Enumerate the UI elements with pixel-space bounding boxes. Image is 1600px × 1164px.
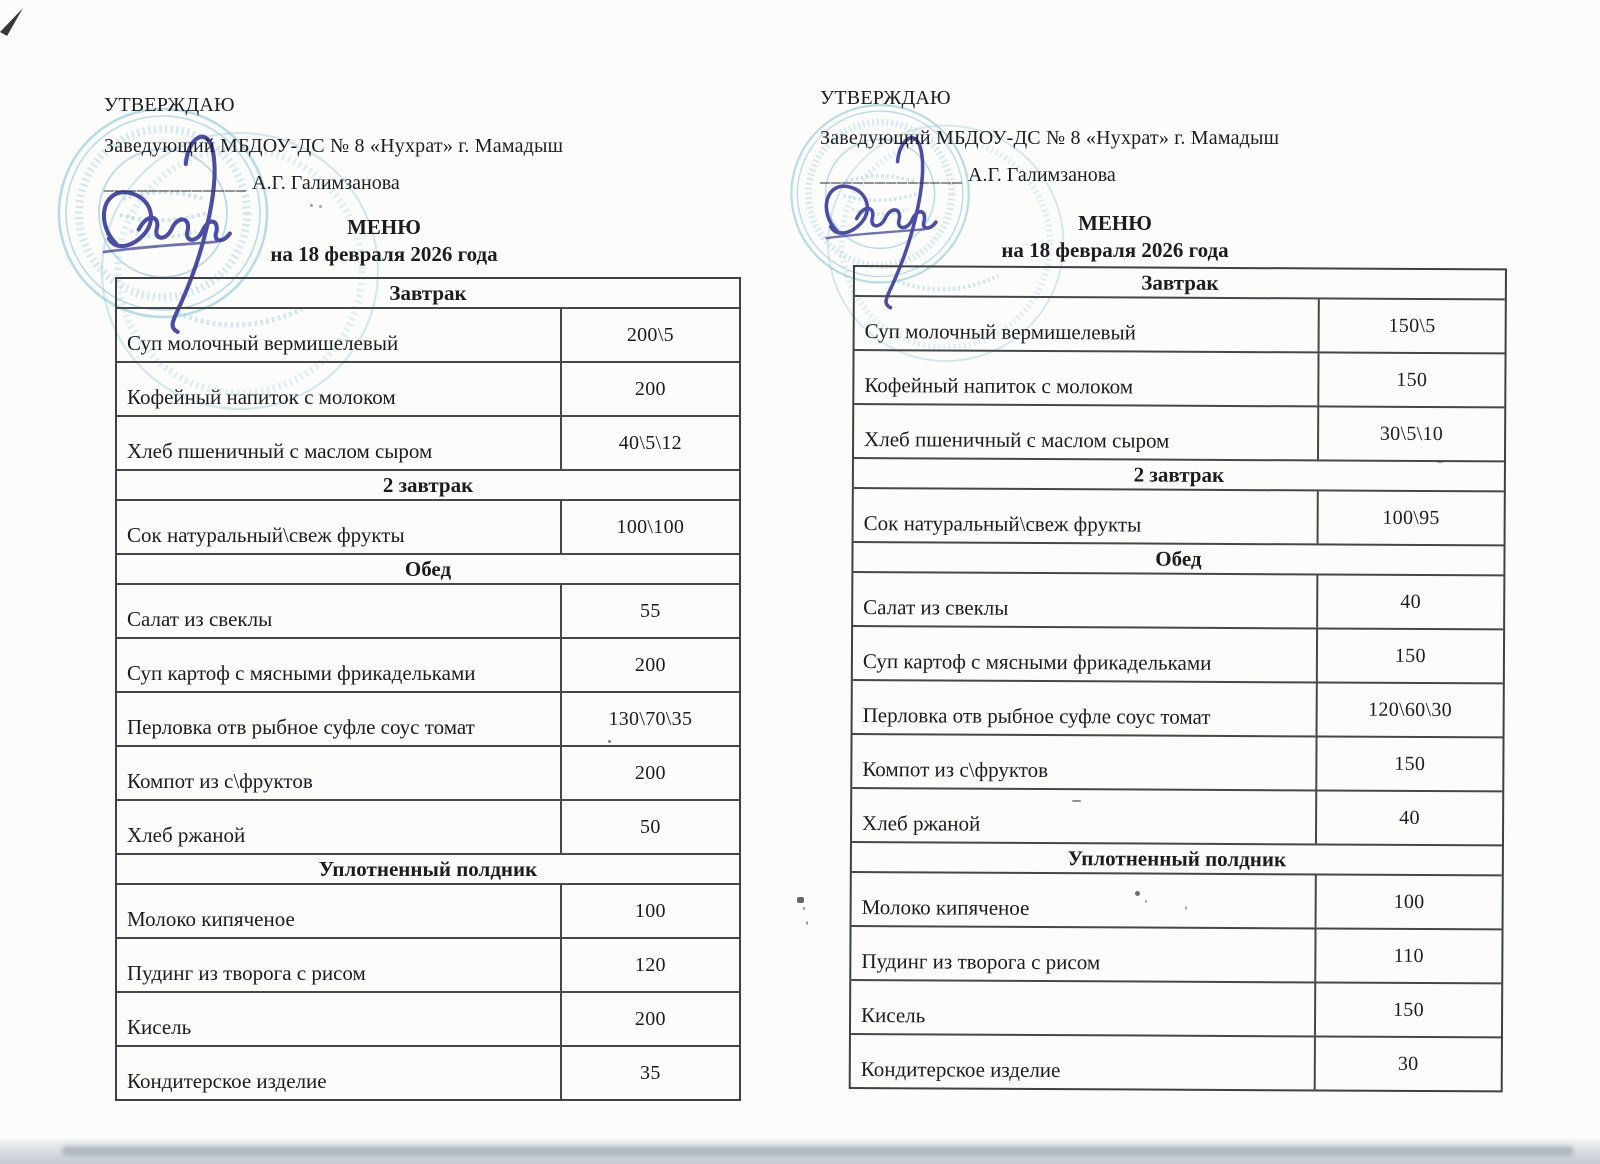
scan-speck bbox=[1072, 800, 1081, 802]
portion-amount: 100\100 bbox=[616, 515, 685, 538]
scan-speck bbox=[310, 204, 313, 207]
approve-label: УТВЕРЖДАЮ bbox=[104, 94, 235, 116]
dish-name: Сок натуральный\свеж фрукты bbox=[854, 489, 1319, 543]
signature-row bbox=[820, 164, 1116, 187]
portion-amount: 120 bbox=[634, 953, 666, 976]
portion-amount: 150 bbox=[1396, 368, 1428, 391]
section-header: Уплотненный полдник bbox=[852, 841, 1502, 874]
section-header: Обед bbox=[853, 541, 1503, 574]
portion-amount: 200\5 bbox=[626, 323, 674, 346]
dish-name: Пудинг из творога с рисом bbox=[117, 939, 562, 991]
portion-amount: 150 bbox=[1392, 998, 1424, 1021]
portion-amount: 120\60\30 bbox=[1368, 698, 1453, 721]
dish-name: Суп молочный вермишелевый bbox=[117, 309, 562, 361]
dish-name: Кисель bbox=[117, 993, 562, 1045]
dish-name: Перловка отв рыбное суфле соус томат bbox=[853, 681, 1318, 735]
portion-amount: 150 bbox=[1394, 752, 1426, 775]
scan-speck bbox=[608, 740, 611, 743]
dish-name: Компот из с\фруктов bbox=[117, 747, 562, 799]
section-header: Завтрак bbox=[1141, 270, 1219, 295]
institution-line: Заведующий МБДОУ-ДС № 8 «Нухрат» г. Мамадыш bbox=[820, 127, 1280, 149]
dish-name: Пудинг из творога с рисом bbox=[851, 927, 1316, 981]
dish-name: Перловка отв рыбное суфле соус томат bbox=[117, 693, 562, 745]
dish-row bbox=[854, 487, 1504, 544]
portion-amount: 100\95 bbox=[1382, 506, 1440, 529]
dish-name: Хлеб пшеничный с маслом сыром bbox=[854, 405, 1319, 459]
dish-name: Кофейный напиток с молоком bbox=[117, 363, 562, 415]
signature-blank-line: _____________ bbox=[820, 164, 963, 186]
scan-speck bbox=[803, 907, 805, 910]
section-header: Обед bbox=[117, 553, 739, 583]
section-header: Уплотненный полдник bbox=[117, 853, 739, 883]
signature-blank-line: _____________ bbox=[104, 172, 247, 194]
portion-amount: 100 bbox=[1393, 890, 1425, 913]
dish-name: Компот из с\фруктов bbox=[852, 735, 1317, 789]
dish-row bbox=[851, 925, 1501, 982]
scan-speck bbox=[1185, 906, 1187, 910]
dish-row bbox=[853, 571, 1503, 628]
menu-table bbox=[849, 265, 1507, 1092]
dish-row bbox=[852, 733, 1502, 790]
approve-label: УТВЕРЖДАЮ bbox=[820, 87, 951, 109]
signer-name: А.Г. Галимзанова bbox=[968, 164, 1116, 186]
scan-speck bbox=[1145, 900, 1147, 903]
scan-speck bbox=[319, 205, 322, 208]
dish-name: Суп молочный вермишелевый bbox=[855, 297, 1320, 351]
dish-row bbox=[853, 679, 1503, 736]
signer-name: А.Г. Галимзанова bbox=[252, 172, 400, 194]
menu-title: МЕНЮ bbox=[347, 215, 421, 239]
section-header: 2 завтрак bbox=[117, 469, 739, 499]
dish-name: Кисель bbox=[851, 981, 1316, 1035]
dish-name: Сок натуральный\свеж фрукты bbox=[117, 501, 562, 553]
dish-name: Молоко кипяченое bbox=[117, 885, 562, 937]
dish-name: Салат из свеклы bbox=[853, 573, 1318, 627]
scan-speck bbox=[1437, 461, 1443, 463]
portion-amount: 150 bbox=[1394, 644, 1426, 667]
section-header: 2 завтрак bbox=[854, 457, 1504, 490]
dish-name: Суп картоф с мясными фрикадельками bbox=[853, 627, 1318, 681]
portion-amount: 40\5\12 bbox=[618, 431, 682, 454]
portion-amount: 40 bbox=[1399, 806, 1420, 829]
scan-bottom-shadow bbox=[62, 1146, 1574, 1156]
dish-row bbox=[855, 295, 1505, 352]
dish-row bbox=[851, 1033, 1501, 1090]
dish-name: Салат из свеклы bbox=[117, 585, 562, 637]
scan-speck bbox=[806, 921, 808, 925]
portion-amount: 100 bbox=[634, 899, 666, 922]
dish-name: Хлеб пшеничный с маслом сыром bbox=[117, 417, 562, 469]
dish-name: Кондитерское изделие bbox=[851, 1035, 1316, 1089]
portion-amount: 30\5\10 bbox=[1379, 422, 1444, 445]
portion-amount: 30 bbox=[1397, 1052, 1419, 1075]
institution-line: Заведующий МБДОУ-ДС № 8 «Нухрат» г. Мамадыш bbox=[104, 135, 564, 157]
portion-amount: 200 bbox=[634, 761, 666, 784]
dish-name: Кофейный напиток с молоком bbox=[854, 351, 1319, 405]
portion-amount: 130\70\35 bbox=[608, 707, 693, 730]
menu-title: МЕНЮ bbox=[1078, 211, 1152, 235]
portion-amount: 35 bbox=[640, 1061, 661, 1084]
portion-amount: 40 bbox=[1400, 590, 1421, 613]
portion-amount: 200 bbox=[634, 377, 666, 400]
menu-date: на 18 февраля 2026 года bbox=[270, 242, 498, 266]
portion-amount: 110 bbox=[1393, 944, 1424, 967]
dish-row bbox=[851, 979, 1501, 1036]
dish-row bbox=[852, 787, 1502, 844]
portion-amount: 200 bbox=[634, 1007, 666, 1030]
menu-date: на 18 февраля 2026 года bbox=[1001, 238, 1229, 262]
dish-name: Суп картоф с мясными фрикадельками bbox=[117, 639, 562, 691]
portion-amount: 200 bbox=[634, 653, 666, 676]
dish-row bbox=[854, 349, 1504, 406]
dish-name: Хлеб ржаной bbox=[117, 801, 562, 853]
scan-speck bbox=[1135, 891, 1140, 896]
scan-speck bbox=[797, 897, 804, 903]
portion-amount: 50 bbox=[640, 815, 661, 838]
dish-name: Хлеб ржаной bbox=[852, 789, 1317, 843]
dish-name: Молоко кипяченое bbox=[852, 873, 1317, 927]
dish-row bbox=[852, 871, 1502, 928]
dish-name: Кондитерское изделие bbox=[117, 1047, 562, 1099]
dish-row bbox=[854, 403, 1504, 460]
dish-row bbox=[853, 625, 1503, 682]
portion-amount: 55 bbox=[640, 599, 661, 622]
section-header: Завтрак bbox=[389, 281, 467, 305]
portion-amount: 150\5 bbox=[1388, 314, 1436, 337]
